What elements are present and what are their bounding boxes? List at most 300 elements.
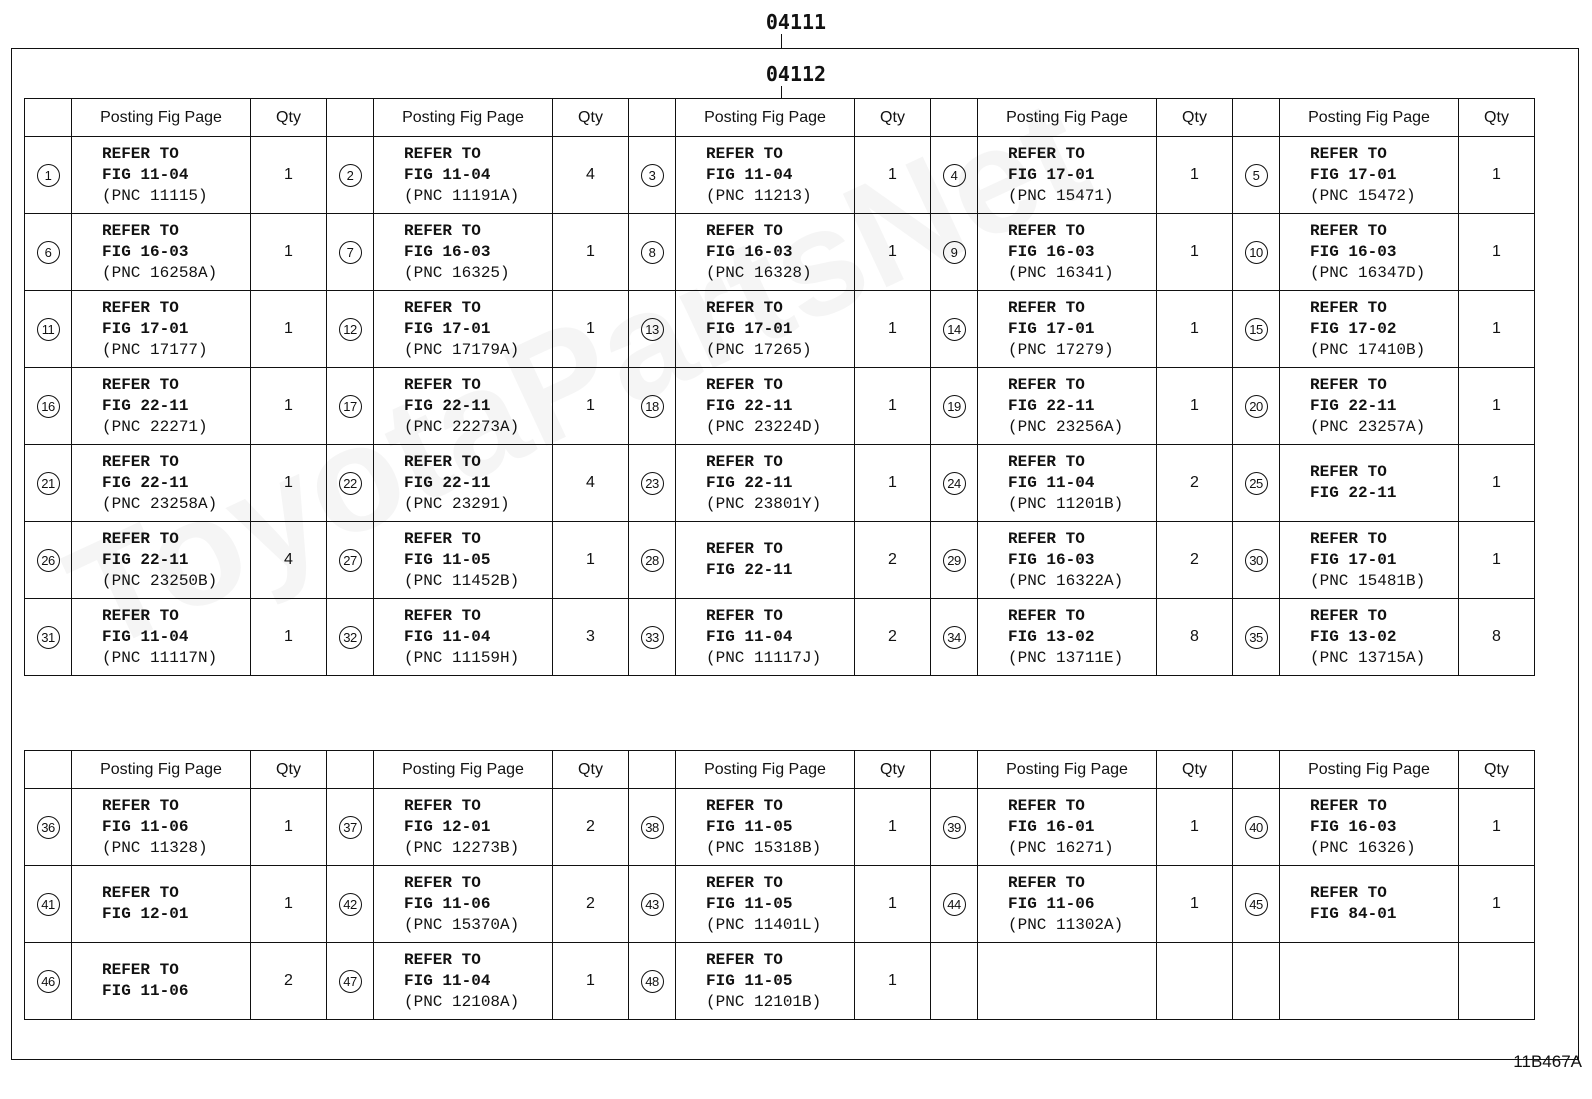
part-callout[interactable]: 23 bbox=[641, 472, 664, 495]
part-callout[interactable]: 3 bbox=[641, 164, 664, 187]
posting-cell bbox=[374, 522, 553, 599]
posting-cell bbox=[1280, 291, 1459, 368]
refer-line: REFER TO bbox=[706, 221, 783, 240]
qty-cell: 1 bbox=[855, 214, 931, 291]
posting-cell bbox=[978, 214, 1157, 291]
table-row bbox=[25, 368, 1535, 445]
fig-ref-link[interactable]: FIG 22-11 bbox=[1008, 396, 1095, 415]
table-row bbox=[25, 137, 1535, 214]
pnc-line: (PNC 23224D) bbox=[706, 417, 822, 436]
part-callout[interactable]: 9 bbox=[943, 241, 966, 264]
posting-cell bbox=[1280, 214, 1459, 291]
header-qty: Qty bbox=[553, 99, 629, 137]
part-callout[interactable]: 30 bbox=[1245, 549, 1268, 572]
refer-line: REFER TO bbox=[404, 950, 481, 969]
refer-line: REFER TO bbox=[1310, 884, 1387, 902]
posting-cell bbox=[1280, 866, 1459, 943]
pnc-line: (PNC 23291) bbox=[404, 494, 510, 513]
fig-ref-link[interactable]: FIG 11-04 bbox=[706, 165, 793, 184]
posting-cell bbox=[72, 866, 251, 943]
part-callout[interactable]: 48 bbox=[641, 970, 664, 993]
header-num bbox=[629, 751, 676, 789]
pnc-line: (PNC 11401L) bbox=[706, 915, 822, 934]
posting-cell bbox=[72, 214, 251, 291]
fig-ref-link[interactable]: FIG 22-11 bbox=[1310, 484, 1397, 502]
posting-cell bbox=[374, 943, 553, 1020]
posting-cell bbox=[1280, 599, 1459, 676]
qty-cell: 4 bbox=[553, 445, 629, 522]
qty-cell: 1 bbox=[1459, 866, 1535, 943]
part-number-cell bbox=[629, 522, 676, 599]
refer-line: REFER TO bbox=[102, 375, 179, 394]
table-row bbox=[25, 599, 1535, 676]
table-row bbox=[25, 789, 1535, 866]
fig-ref-link[interactable]: FIG 22-11 bbox=[102, 473, 189, 492]
header-posting: Posting Fig Page bbox=[1280, 751, 1459, 789]
fig-ref-link[interactable]: FIG 11-05 bbox=[706, 971, 793, 990]
qty-cell: 1 bbox=[855, 368, 931, 445]
fig-ref-link[interactable]: FIG 11-05 bbox=[706, 894, 793, 913]
posting-cell bbox=[978, 789, 1157, 866]
posting-cell bbox=[978, 943, 1157, 1020]
part-number-cell bbox=[1233, 214, 1280, 291]
refer-line: REFER TO bbox=[1310, 375, 1387, 394]
refer-line: REFER TO bbox=[404, 221, 481, 240]
part-callout[interactable]: 17 bbox=[339, 395, 362, 418]
refer-line: REFER TO bbox=[1008, 452, 1085, 471]
fig-ref-link[interactable]: FIG 17-02 bbox=[1310, 319, 1397, 338]
part-number-cell bbox=[1233, 866, 1280, 943]
fig-ref-link[interactable]: FIG 16-03 bbox=[1310, 242, 1397, 261]
header-num bbox=[25, 99, 72, 137]
refer-line: REFER TO bbox=[706, 144, 783, 163]
part-callout[interactable]: 2 bbox=[339, 164, 362, 187]
part-number-cell bbox=[1233, 599, 1280, 676]
pnc-line: (PNC 16326) bbox=[1310, 838, 1416, 857]
part-callout[interactable]: 5 bbox=[1245, 164, 1268, 187]
header-num bbox=[327, 99, 374, 137]
part-callout[interactable]: 8 bbox=[641, 241, 664, 264]
posting-cell bbox=[676, 943, 855, 1020]
posting-cell bbox=[676, 445, 855, 522]
refer-line: REFER TO bbox=[1008, 796, 1085, 815]
part-number-cell bbox=[629, 943, 676, 1020]
posting-cell bbox=[1280, 368, 1459, 445]
fig-ref-link[interactable]: FIG 11-05 bbox=[706, 817, 793, 836]
header-posting: Posting Fig Page bbox=[374, 751, 553, 789]
refer-line: REFER TO bbox=[1008, 144, 1085, 163]
header-num bbox=[1233, 751, 1280, 789]
fig-ref-link[interactable]: FIG 11-06 bbox=[102, 817, 189, 836]
part-number-cell bbox=[25, 522, 72, 599]
posting-cell bbox=[978, 599, 1157, 676]
part-callout[interactable]: 29 bbox=[943, 549, 966, 572]
pnc-line: (PNC 17179A) bbox=[404, 340, 520, 359]
qty-cell: 4 bbox=[553, 137, 629, 214]
part-callout[interactable]: 31 bbox=[37, 626, 60, 649]
table-row bbox=[25, 291, 1535, 368]
posting-cell bbox=[1280, 445, 1459, 522]
fig-ref-link[interactable]: FIG 12-01 bbox=[102, 905, 189, 923]
fig-ref-link[interactable]: FIG 11-04 bbox=[1008, 473, 1095, 492]
assembly-label-04111: 04111 bbox=[765, 10, 827, 34]
qty-cell: 1 bbox=[553, 291, 629, 368]
fig-ref-link[interactable]: FIG 11-06 bbox=[102, 982, 189, 1000]
refer-line: REFER TO bbox=[102, 796, 179, 815]
header-posting: Posting Fig Page bbox=[1280, 99, 1459, 137]
header-qty: Qty bbox=[855, 99, 931, 137]
posting-cell bbox=[72, 522, 251, 599]
table-row bbox=[25, 214, 1535, 291]
qty-cell: 1 bbox=[1157, 789, 1233, 866]
qty-cell: 1 bbox=[855, 789, 931, 866]
fig-ref-link[interactable]: FIG 16-03 bbox=[1008, 550, 1095, 569]
qty-cell: 1 bbox=[1459, 137, 1535, 214]
qty-cell: 3 bbox=[553, 599, 629, 676]
part-number-cell bbox=[931, 291, 978, 368]
posting-cell bbox=[72, 291, 251, 368]
part-number-cell bbox=[931, 943, 978, 1020]
part-number-cell bbox=[327, 291, 374, 368]
fig-ref-link[interactable]: FIG 17-01 bbox=[1310, 165, 1397, 184]
part-number-cell bbox=[931, 214, 978, 291]
pnc-line: (PNC 16341) bbox=[1008, 263, 1114, 282]
refer-line: REFER TO bbox=[1008, 873, 1085, 892]
part-callout[interactable]: 32 bbox=[339, 626, 362, 649]
posting-cell bbox=[1280, 522, 1459, 599]
posting-cell bbox=[72, 599, 251, 676]
qty-cell: 1 bbox=[1157, 137, 1233, 214]
table-row bbox=[25, 445, 1535, 522]
part-callout[interactable]: 26 bbox=[37, 549, 60, 572]
refer-line: REFER TO bbox=[1310, 298, 1387, 317]
part-number-cell bbox=[931, 368, 978, 445]
posting-cell bbox=[374, 445, 553, 522]
pnc-line: (PNC 11213) bbox=[706, 186, 812, 205]
pnc-line: (PNC 11117J) bbox=[706, 648, 822, 667]
part-callout[interactable]: 10 bbox=[1245, 241, 1268, 264]
refer-line: REFER TO bbox=[706, 540, 783, 558]
part-callout[interactable]: 38 bbox=[641, 816, 664, 839]
pnc-line: (PNC 12108A) bbox=[404, 992, 520, 1011]
parts-table-lower bbox=[24, 750, 1535, 1020]
refer-line: REFER TO bbox=[1008, 221, 1085, 240]
qty-cell: 1 bbox=[251, 599, 327, 676]
pnc-line: (PNC 15481B) bbox=[1310, 571, 1426, 590]
header-qty: Qty bbox=[1459, 751, 1535, 789]
part-callout[interactable]: 34 bbox=[943, 626, 966, 649]
table-row bbox=[25, 943, 1535, 1020]
refer-line: REFER TO bbox=[102, 961, 179, 979]
part-callout[interactable]: 24 bbox=[943, 472, 966, 495]
fig-ref-link[interactable]: FIG 22-11 bbox=[404, 473, 491, 492]
fig-ref-link[interactable]: FIG 11-04 bbox=[404, 165, 491, 184]
table-row bbox=[25, 522, 1535, 599]
fig-ref-link[interactable]: FIG 22-11 bbox=[102, 550, 189, 569]
part-callout[interactable]: 18 bbox=[641, 395, 664, 418]
pnc-line: (PNC 12273B) bbox=[404, 838, 520, 857]
posting-cell bbox=[72, 368, 251, 445]
part-number-cell bbox=[25, 137, 72, 214]
qty-cell: 8 bbox=[1459, 599, 1535, 676]
fig-ref-link[interactable]: FIG 11-04 bbox=[706, 627, 793, 646]
part-callout[interactable]: 22 bbox=[339, 472, 362, 495]
fig-ref-link[interactable]: FIG 22-11 bbox=[706, 396, 793, 415]
part-callout[interactable]: 39 bbox=[943, 816, 966, 839]
header-num bbox=[629, 99, 676, 137]
posting-cell bbox=[72, 137, 251, 214]
posting-cell bbox=[978, 445, 1157, 522]
posting-cell bbox=[374, 368, 553, 445]
part-number-cell bbox=[1233, 368, 1280, 445]
part-callout[interactable]: 6 bbox=[37, 241, 60, 264]
qty-cell: 1 bbox=[1157, 866, 1233, 943]
fig-ref-link[interactable]: FIG 17-01 bbox=[404, 319, 491, 338]
fig-ref-link[interactable]: FIG 16-03 bbox=[102, 242, 189, 261]
pnc-line: (PNC 16325) bbox=[404, 263, 510, 282]
posting-cell bbox=[374, 789, 553, 866]
posting-cell bbox=[978, 137, 1157, 214]
part-callout[interactable]: 20 bbox=[1245, 395, 1268, 418]
part-callout[interactable]: 7 bbox=[339, 241, 362, 264]
fig-ref-link[interactable]: FIG 16-01 bbox=[1008, 817, 1095, 836]
qty-cell: 1 bbox=[1459, 522, 1535, 599]
fig-ref-link[interactable]: FIG 17-01 bbox=[102, 319, 189, 338]
part-callout[interactable]: 45 bbox=[1245, 893, 1268, 916]
part-callout[interactable]: 13 bbox=[641, 318, 664, 341]
pnc-line: (PNC 13711E) bbox=[1008, 648, 1124, 667]
qty-cell: 1 bbox=[251, 368, 327, 445]
refer-line: REFER TO bbox=[102, 144, 179, 163]
pnc-line: (PNC 13715A) bbox=[1310, 648, 1426, 667]
part-number-cell bbox=[629, 368, 676, 445]
refer-line: REFER TO bbox=[404, 873, 481, 892]
refer-line: REFER TO bbox=[1008, 375, 1085, 394]
part-number-cell bbox=[629, 789, 676, 866]
qty-cell: 1 bbox=[855, 445, 931, 522]
qty-cell: 1 bbox=[855, 943, 931, 1020]
header-num bbox=[25, 751, 72, 789]
part-number-cell bbox=[1233, 291, 1280, 368]
header-posting: Posting Fig Page bbox=[978, 99, 1157, 137]
refer-line: REFER TO bbox=[404, 298, 481, 317]
pnc-line: (PNC 16322A) bbox=[1008, 571, 1124, 590]
qty-cell: 1 bbox=[553, 368, 629, 445]
posting-cell bbox=[1280, 789, 1459, 866]
part-callout[interactable]: 44 bbox=[943, 893, 966, 916]
fig-ref-link[interactable]: FIG 11-05 bbox=[404, 550, 491, 569]
part-number-cell bbox=[931, 137, 978, 214]
posting-cell bbox=[676, 368, 855, 445]
part-callout[interactable]: 47 bbox=[339, 970, 362, 993]
fig-ref-link[interactable]: FIG 13-02 bbox=[1310, 627, 1397, 646]
part-number-cell bbox=[25, 445, 72, 522]
refer-line: REFER TO bbox=[404, 796, 481, 815]
refer-line: REFER TO bbox=[706, 950, 783, 969]
pnc-line: (PNC 23257A) bbox=[1310, 417, 1426, 436]
part-number-cell bbox=[1233, 522, 1280, 599]
part-number-cell bbox=[931, 599, 978, 676]
part-callout[interactable]: 40 bbox=[1245, 816, 1268, 839]
part-number-cell bbox=[25, 599, 72, 676]
posting-cell bbox=[374, 137, 553, 214]
fig-ref-link[interactable]: FIG 11-06 bbox=[1008, 894, 1095, 913]
refer-line: REFER TO bbox=[404, 144, 481, 163]
part-number-cell bbox=[1233, 789, 1280, 866]
fig-ref-link[interactable]: FIG 16-03 bbox=[404, 242, 491, 261]
part-callout[interactable]: 21 bbox=[37, 472, 60, 495]
fig-ref-link[interactable]: FIG 16-03 bbox=[706, 242, 793, 261]
part-callout[interactable]: 11 bbox=[37, 318, 60, 341]
header-posting: Posting Fig Page bbox=[72, 751, 251, 789]
pnc-line: (PNC 17279) bbox=[1008, 340, 1114, 359]
refer-line: REFER TO bbox=[404, 452, 481, 471]
header-qty: Qty bbox=[1459, 99, 1535, 137]
part-number-cell bbox=[25, 214, 72, 291]
refer-line: REFER TO bbox=[706, 873, 783, 892]
qty-cell: 1 bbox=[251, 789, 327, 866]
qty-cell: 1 bbox=[1459, 368, 1535, 445]
part-number-cell bbox=[25, 789, 72, 866]
part-callout[interactable]: 41 bbox=[37, 893, 60, 916]
fig-ref-link[interactable]: FIG 22-11 bbox=[102, 396, 189, 415]
part-number-cell bbox=[25, 291, 72, 368]
part-number-cell bbox=[327, 445, 374, 522]
part-callout[interactable]: 16 bbox=[37, 395, 60, 418]
part-number-cell bbox=[327, 522, 374, 599]
part-callout[interactable]: 37 bbox=[339, 816, 362, 839]
posting-cell bbox=[374, 291, 553, 368]
fig-ref-link[interactable]: FIG 17-01 bbox=[1008, 319, 1095, 338]
pnc-line: (PNC 11328) bbox=[102, 838, 208, 857]
pnc-line: (PNC 22271) bbox=[102, 417, 208, 436]
fig-ref-link[interactable]: FIG 17-01 bbox=[1008, 165, 1095, 184]
pnc-line: (PNC 11191A) bbox=[404, 186, 520, 205]
fig-ref-link[interactable]: FIG 11-04 bbox=[102, 627, 189, 646]
posting-cell bbox=[72, 445, 251, 522]
pnc-line: (PNC 11159H) bbox=[404, 648, 520, 667]
fig-ref-link[interactable]: FIG 22-11 bbox=[706, 473, 793, 492]
refer-line: REFER TO bbox=[1310, 221, 1387, 240]
refer-line: REFER TO bbox=[706, 796, 783, 815]
refer-line: REFER TO bbox=[102, 298, 179, 317]
posting-cell bbox=[72, 943, 251, 1020]
fig-ref-link[interactable]: FIG 22-11 bbox=[404, 396, 491, 415]
qty-cell bbox=[1459, 943, 1535, 1020]
fig-ref-link[interactable]: FIG 17-01 bbox=[1310, 550, 1397, 569]
fig-ref-link[interactable]: FIG 84-01 bbox=[1310, 905, 1397, 923]
fig-ref-link[interactable]: FIG 22-11 bbox=[706, 561, 793, 579]
qty-cell: 2 bbox=[553, 789, 629, 866]
part-callout[interactable]: 43 bbox=[641, 893, 664, 916]
part-number-cell bbox=[629, 137, 676, 214]
pnc-line: (PNC 22273A) bbox=[404, 417, 520, 436]
part-callout[interactable]: 14 bbox=[943, 318, 966, 341]
posting-cell bbox=[676, 866, 855, 943]
qty-cell: 1 bbox=[251, 214, 327, 291]
posting-cell bbox=[978, 522, 1157, 599]
part-number-cell bbox=[25, 943, 72, 1020]
qty-cell: 1 bbox=[855, 137, 931, 214]
pnc-line: (PNC 17410B) bbox=[1310, 340, 1426, 359]
fig-ref-link[interactable]: FIG 16-03 bbox=[1310, 817, 1397, 836]
qty-cell: 1 bbox=[1157, 291, 1233, 368]
fig-ref-link[interactable]: FIG 16-03 bbox=[1008, 242, 1095, 261]
qty-cell: 1 bbox=[1157, 368, 1233, 445]
part-callout[interactable]: 4 bbox=[943, 164, 966, 187]
part-callout[interactable]: 1 bbox=[37, 164, 60, 187]
qty-cell: 1 bbox=[251, 445, 327, 522]
header-posting: Posting Fig Page bbox=[676, 99, 855, 137]
posting-cell bbox=[374, 599, 553, 676]
header-row bbox=[25, 99, 1535, 137]
pnc-line: (PNC 15471) bbox=[1008, 186, 1114, 205]
fig-ref-link[interactable]: FIG 11-04 bbox=[404, 971, 491, 990]
fig-ref-link[interactable]: FIG 13-02 bbox=[1008, 627, 1095, 646]
pnc-line: (PNC 23250B) bbox=[102, 571, 218, 590]
part-callout[interactable]: 25 bbox=[1245, 472, 1268, 495]
leader-line bbox=[781, 34, 782, 48]
posting-cell bbox=[1280, 943, 1459, 1020]
refer-line: REFER TO bbox=[404, 606, 481, 625]
part-callout[interactable]: 46 bbox=[37, 970, 60, 993]
refer-line: REFER TO bbox=[1008, 298, 1085, 317]
posting-cell bbox=[374, 866, 553, 943]
posting-cell bbox=[676, 789, 855, 866]
qty-cell: 4 bbox=[251, 522, 327, 599]
fig-ref-link[interactable]: FIG 11-04 bbox=[404, 627, 491, 646]
header-qty: Qty bbox=[553, 751, 629, 789]
part-callout[interactable]: 27 bbox=[339, 549, 362, 572]
qty-cell: 1 bbox=[855, 291, 931, 368]
fig-ref-link[interactable]: FIG 11-04 bbox=[102, 165, 189, 184]
header-posting: Posting Fig Page bbox=[72, 99, 251, 137]
qty-cell: 1 bbox=[553, 522, 629, 599]
part-callout[interactable]: 28 bbox=[641, 549, 664, 572]
posting-cell bbox=[1280, 137, 1459, 214]
figure-id: 11B467A bbox=[1513, 1052, 1582, 1071]
fig-ref-link[interactable]: FIG 11-06 bbox=[404, 894, 491, 913]
refer-line: REFER TO bbox=[1310, 606, 1387, 625]
part-number-cell bbox=[629, 291, 676, 368]
posting-cell bbox=[676, 522, 855, 599]
pnc-line: (PNC 11201B) bbox=[1008, 494, 1124, 513]
part-callout[interactable]: 19 bbox=[943, 395, 966, 418]
part-number-cell bbox=[327, 599, 374, 676]
part-callout[interactable]: 12 bbox=[339, 318, 362, 341]
part-number-cell bbox=[327, 943, 374, 1020]
qty-cell: 1 bbox=[1459, 445, 1535, 522]
refer-line: REFER TO bbox=[102, 529, 179, 548]
qty-cell: 2 bbox=[553, 866, 629, 943]
header-qty: Qty bbox=[251, 751, 327, 789]
part-callout[interactable]: 33 bbox=[641, 626, 664, 649]
fig-ref-link[interactable]: FIG 22-11 bbox=[1310, 396, 1397, 415]
fig-ref-link[interactable]: FIG 17-01 bbox=[706, 319, 793, 338]
part-callout[interactable]: 42 bbox=[339, 893, 362, 916]
pnc-line: (PNC 16258A) bbox=[102, 263, 218, 282]
part-number-cell bbox=[931, 789, 978, 866]
fig-ref-link[interactable]: FIG 12-01 bbox=[404, 817, 491, 836]
part-callout[interactable]: 36 bbox=[37, 816, 60, 839]
posting-cell bbox=[978, 368, 1157, 445]
part-callout[interactable]: 35 bbox=[1245, 626, 1268, 649]
part-callout[interactable]: 15 bbox=[1245, 318, 1268, 341]
refer-line: REFER TO bbox=[102, 452, 179, 471]
qty-cell: 1 bbox=[251, 137, 327, 214]
header-qty: Qty bbox=[1157, 751, 1233, 789]
refer-line: REFER TO bbox=[706, 452, 783, 471]
